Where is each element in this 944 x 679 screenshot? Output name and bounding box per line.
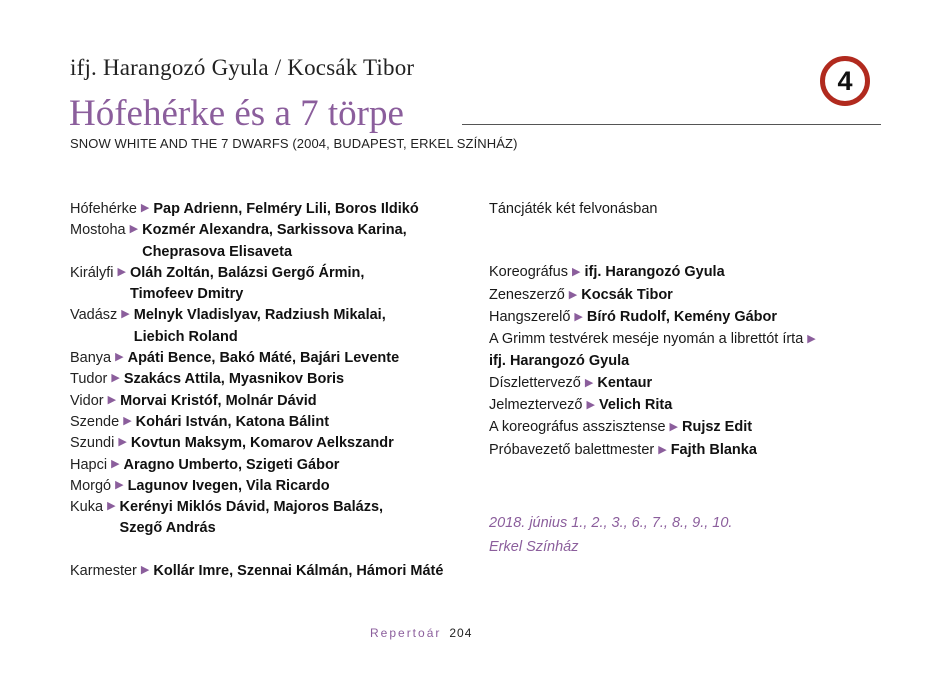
cast-row: [70, 412, 480, 433]
authors: ifj. Harangozó Gyula / Kocsák Tibor: [70, 55, 415, 80]
cast-row: [70, 348, 480, 369]
credit-names: ifj. Harangozó Gyula: [584, 264, 725, 281]
role-label: Tudor: [70, 371, 108, 388]
triangle-icon: ▶: [572, 266, 581, 279]
credit-names: Bíró Rudolf, Kemény Gábor: [586, 308, 778, 325]
role-label: Vadász: [70, 307, 118, 324]
credit-names: Kentaur: [597, 374, 653, 391]
role-label: Szundi: [70, 435, 115, 452]
cast-row: [70, 369, 480, 390]
cast-row: [70, 497, 480, 540]
spacer: [489, 220, 889, 241]
triangle-icon: ▶: [111, 372, 120, 385]
cast-names: Kozmér Alexandra, Sarkissova Karina, Cheprasova Elisaveta: [142, 222, 407, 260]
role-label: Karmester: [70, 562, 137, 579]
credit-names: Kocsák Tibor: [581, 286, 673, 303]
triangle-icon: ▶: [115, 478, 124, 491]
cast-row: [70, 391, 480, 412]
cast-list: [70, 199, 480, 582]
role-label: Kuka: [70, 499, 104, 516]
cast-names: Lagunov Ivegen, Vila Ricardo: [127, 477, 330, 494]
credit-role: Hangszerelő: [489, 308, 571, 325]
triangle-icon: ▶: [574, 310, 583, 323]
credit-role: Koreográfus: [489, 264, 568, 281]
cast-row: [70, 476, 480, 497]
cast-names: Melnyk Vladislyav, Radziush Mikalai, Liebich Roland: [133, 307, 386, 345]
credit-role: Próbavezető balettmester: [489, 441, 655, 458]
cast-names: Pap Adrienn, Felméry Lili, Boros Ildikó: [153, 201, 419, 217]
role-label: Hapci: [70, 456, 108, 473]
cast-names: Kovtun Maksym, Komarov Aelkszandr: [130, 435, 394, 452]
cast-row: [70, 455, 480, 476]
cast-names: Aragno Umberto, Szigeti Gábor: [123, 456, 340, 473]
triangle-icon: ▶: [140, 563, 150, 576]
conductor-row: [70, 561, 480, 582]
triangle-icon: ▶: [121, 308, 130, 321]
footer-section: Repertoár: [370, 626, 442, 640]
cast-names: Morvai Kristóf, Molnár Dávid: [120, 392, 317, 409]
credit-role: Zeneszerző: [489, 286, 565, 303]
conductor-names: Kollár Imre, Szennai Kálmán, Hámori Máté: [153, 562, 444, 579]
credit-row: [489, 417, 889, 439]
credit-row: [489, 440, 889, 462]
triangle-icon: ▶: [140, 202, 150, 214]
title-rule: [462, 124, 881, 125]
triangle-icon: ▶: [129, 223, 139, 236]
credit-row: [489, 329, 889, 351]
cast-names: Apáti Bence, Bakó Máté, Bajári Levente: [127, 350, 400, 367]
role-label: Morgó: [70, 477, 112, 494]
credit-row: [489, 285, 889, 307]
spacer: [489, 241, 889, 262]
cast-row: [70, 220, 480, 263]
credit-names: ifj. Harangozó Gyula: [489, 353, 630, 370]
triangle-icon: ▶: [586, 399, 595, 412]
role-label: Királyfi: [70, 264, 114, 281]
credit-row: [489, 262, 889, 284]
credit-role: A koreográfus asszisztense: [489, 419, 666, 436]
triangle-icon: ▶: [115, 351, 124, 364]
subtitle: SNOW WHITE AND THE 7 DWARFS (2004, BUDAPEST, ERKEL SZÍNHÁZ): [70, 136, 518, 151]
credits-column: [489, 199, 889, 462]
cast-names: Oláh Zoltán, Balázsi Gergő Ármin, Timofeev Dmitry: [129, 264, 365, 303]
role-label: Hófehérke: [70, 201, 137, 217]
triangle-icon: ▶: [568, 288, 578, 301]
triangle-icon: ▶: [658, 443, 667, 456]
triangle-icon: ▶: [111, 457, 120, 470]
triangle-icon: ▶: [107, 393, 117, 406]
genre: Táncjáték két felvonásban: [489, 201, 658, 217]
performance-dates: 2018. június 1., 2., 3., 6., 7., 8., 9., 10.: [489, 515, 733, 531]
cast-row: [70, 199, 480, 220]
footer: [370, 626, 472, 640]
credit-role: A Grimm testvérek meséje nyomán a librettót írta: [489, 331, 804, 348]
triangle-icon: ▶: [107, 500, 116, 513]
triangle-icon: ▶: [117, 265, 126, 278]
cast-row: [70, 263, 480, 306]
credit-names: Fajth Blanka: [670, 441, 757, 458]
credit-names: Velich Rita: [598, 397, 673, 414]
page-number: 204: [449, 626, 473, 640]
credit-row: [489, 395, 889, 417]
credit-names: Rujsz Edit: [681, 419, 753, 436]
credit-role: Díszlettervező: [489, 374, 581, 391]
triangle-icon: ▶: [584, 376, 594, 389]
role-label: Szende: [70, 413, 120, 430]
credit-role: Jelmeztervező: [489, 397, 583, 414]
cast-names: Szakács Attila, Myasnikov Boris: [123, 371, 345, 388]
cast-names: Kerényi Miklós Dávid, Majoros Balázs, Szegő András: [119, 499, 384, 537]
triangle-icon: ▶: [807, 333, 816, 346]
role-label: Vidor: [70, 392, 104, 409]
credit-row: [489, 307, 889, 329]
performances: [489, 511, 732, 559]
cast-row: [70, 305, 480, 348]
triangle-icon: ▶: [669, 421, 678, 434]
spacer: [70, 540, 480, 561]
triangle-icon: ▶: [123, 414, 132, 427]
triangle-icon: ▶: [118, 436, 127, 449]
cast-row: [70, 433, 480, 454]
credit-row: [489, 373, 889, 395]
performance-venue: Erkel Színház: [489, 539, 579, 555]
age-rating-badge: 4: [820, 56, 870, 106]
page-title: Hófehérke és a 7 törpe: [69, 93, 404, 134]
role-label: Banya: [70, 350, 112, 367]
role-label: Mostoha: [70, 222, 126, 239]
cast-names: Kohári István, Katona Bálint: [135, 413, 330, 430]
